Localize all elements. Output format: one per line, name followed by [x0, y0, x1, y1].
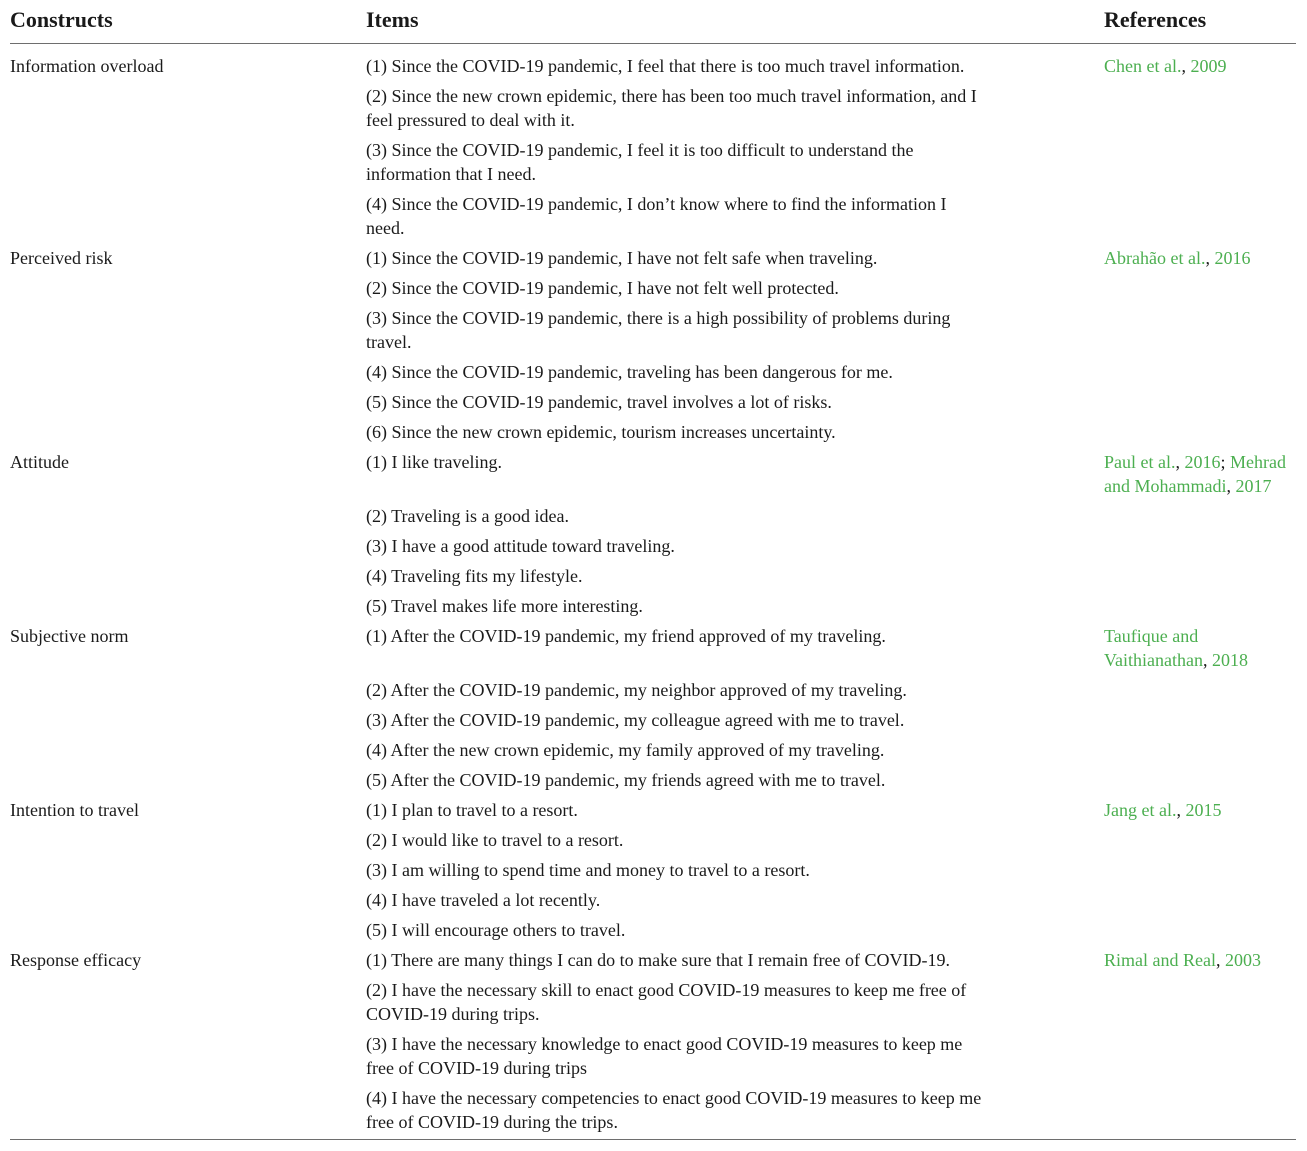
reference-link[interactable]: Taufique and — [1104, 626, 1199, 646]
item-line: need. — [366, 218, 405, 238]
item-line: (5) I will encourage others to travel. — [366, 920, 626, 940]
reference-link[interactable]: Jang et al. — [1104, 800, 1177, 820]
item-line: (2) Traveling is a good idea. — [366, 506, 569, 526]
reference-separator: ; — [1220, 452, 1230, 472]
item-line: feel pressured to deal with it. — [366, 110, 575, 130]
item-line: (3) Since the COVID-19 pandemic, I feel it is too difficult to understand the — [366, 140, 914, 160]
reference-link[interactable]: Rimal and Real — [1104, 950, 1216, 970]
item-line: (1) There are many things I can do to make sure that I remain free of COVID-19. — [366, 950, 950, 970]
reference-link[interactable]: Mehrad — [1230, 452, 1286, 472]
reference-line — [1104, 648, 1248, 672]
reference-link[interactable]: Vaithianathan — [1104, 650, 1203, 670]
reference-separator: , — [1205, 248, 1215, 268]
item-line: (4) Since the COVID-19 pandemic, traveling has been dangerous for me. — [366, 362, 893, 382]
reference-link[interactable]: 2017 — [1235, 476, 1272, 496]
item-line: (3) I am willing to spend time and money to travel to a resort. — [366, 860, 810, 880]
construct-name: Response efficacy — [10, 950, 142, 970]
item-line: (3) Since the COVID-19 pandemic, there is a high possibility of problems during — [366, 308, 951, 328]
item-line: (3) I have a good attitude toward traveling. — [366, 536, 675, 556]
reference-separator: , — [1202, 650, 1212, 670]
reference-line — [1104, 450, 1286, 474]
reference-link[interactable]: 2016 — [1214, 248, 1251, 268]
item-line: (2) I would like to travel to a resort. — [366, 830, 624, 850]
item-line: (5) Since the COVID-19 pandemic, travel involves a lot of risks. — [366, 392, 832, 412]
reference-separator: , — [1181, 56, 1191, 76]
item-line: (2) Since the new crown epidemic, there has been too much travel information, and I — [366, 86, 977, 106]
header-references: References — [1104, 7, 1207, 32]
item-line: (1) I like traveling. — [366, 452, 502, 472]
header-rule — [10, 43, 1296, 44]
item-line: (2) After the COVID-19 pandemic, my neighbor approved of my traveling. — [366, 680, 907, 700]
reference-line — [1104, 624, 1198, 648]
reference-link[interactable]: 2003 — [1224, 950, 1261, 970]
reference-separator: , — [1226, 476, 1236, 496]
reference-line — [1104, 948, 1261, 972]
item-line: (3) I have the necessary knowledge to enact good COVID-19 measures to keep me — [366, 1034, 963, 1054]
item-line: (5) Travel makes life more interesting. — [366, 596, 643, 616]
header-items: Items — [366, 7, 419, 32]
reference-link[interactable]: Paul et al. — [1104, 452, 1176, 472]
reference-link[interactable]: Chen et al. — [1104, 56, 1182, 76]
reference-link[interactable]: Abrahão et al. — [1104, 248, 1206, 268]
reference-separator: , — [1175, 452, 1185, 472]
reference-line — [1104, 798, 1221, 822]
item-line: (4) Since the COVID-19 pandemic, I don’t know where to find the information I — [366, 194, 947, 214]
construct-name: Perceived risk — [10, 248, 113, 268]
item-line: (1) I plan to travel to a resort. — [366, 800, 578, 820]
item-line: (1) Since the COVID-19 pandemic, I have not felt safe when traveling. — [366, 248, 878, 268]
header-constructs: Constructs — [10, 7, 113, 32]
reference-line — [1104, 246, 1250, 270]
item-line: (2) I have the necessary skill to enact good COVID-19 measures to keep me free of — [366, 980, 967, 1000]
item-line: free of COVID-19 during the trips. — [366, 1112, 618, 1132]
item-line: COVID-19 during trips. — [366, 1004, 540, 1024]
bottom-rule — [10, 1139, 1296, 1140]
reference-separator: , — [1176, 800, 1186, 820]
item-line: (1) Since the COVID-19 pandemic, I feel that there is too much travel information. — [366, 56, 965, 76]
item-line: (4) After the new crown epidemic, my family approved of my traveling. — [366, 740, 885, 760]
construct-name: Information overload — [10, 56, 164, 76]
item-line: (2) Since the COVID-19 pandemic, I have not felt well protected. — [366, 278, 839, 298]
reference-link[interactable]: and Mohammadi — [1104, 476, 1227, 496]
item-line: (6) Since the new crown epidemic, tourism increases uncertainty. — [366, 422, 836, 442]
reference-link[interactable]: 2018 — [1211, 650, 1248, 670]
construct-name: Attitude — [10, 452, 69, 472]
item-line: (4) I have the necessary competencies to enact good COVID-19 measures to keep me — [366, 1088, 982, 1108]
item-line: (4) I have traveled a lot recently. — [366, 890, 601, 910]
item-line: (4) Traveling fits my lifestyle. — [366, 566, 583, 586]
item-line: (1) After the COVID-19 pandemic, my friend approved of my traveling. — [366, 626, 886, 646]
item-line: information that I need. — [366, 164, 536, 184]
item-line: travel. — [366, 332, 412, 352]
construct-name: Intention to travel — [10, 800, 139, 820]
reference-link[interactable]: 2009 — [1190, 56, 1227, 76]
item-line: free of COVID-19 during trips — [366, 1058, 587, 1078]
item-line: (5) After the COVID-19 pandemic, my friends agreed with me to travel. — [366, 770, 886, 790]
reference-line — [1104, 54, 1226, 78]
reference-link[interactable]: 2015 — [1185, 800, 1222, 820]
item-line: (3) After the COVID-19 pandemic, my colleague agreed with me to travel. — [366, 710, 905, 730]
reference-link[interactable]: 2016 — [1184, 452, 1221, 472]
reference-separator: , — [1215, 950, 1225, 970]
reference-line — [1104, 474, 1271, 498]
construct-name: Subjective norm — [10, 626, 129, 646]
